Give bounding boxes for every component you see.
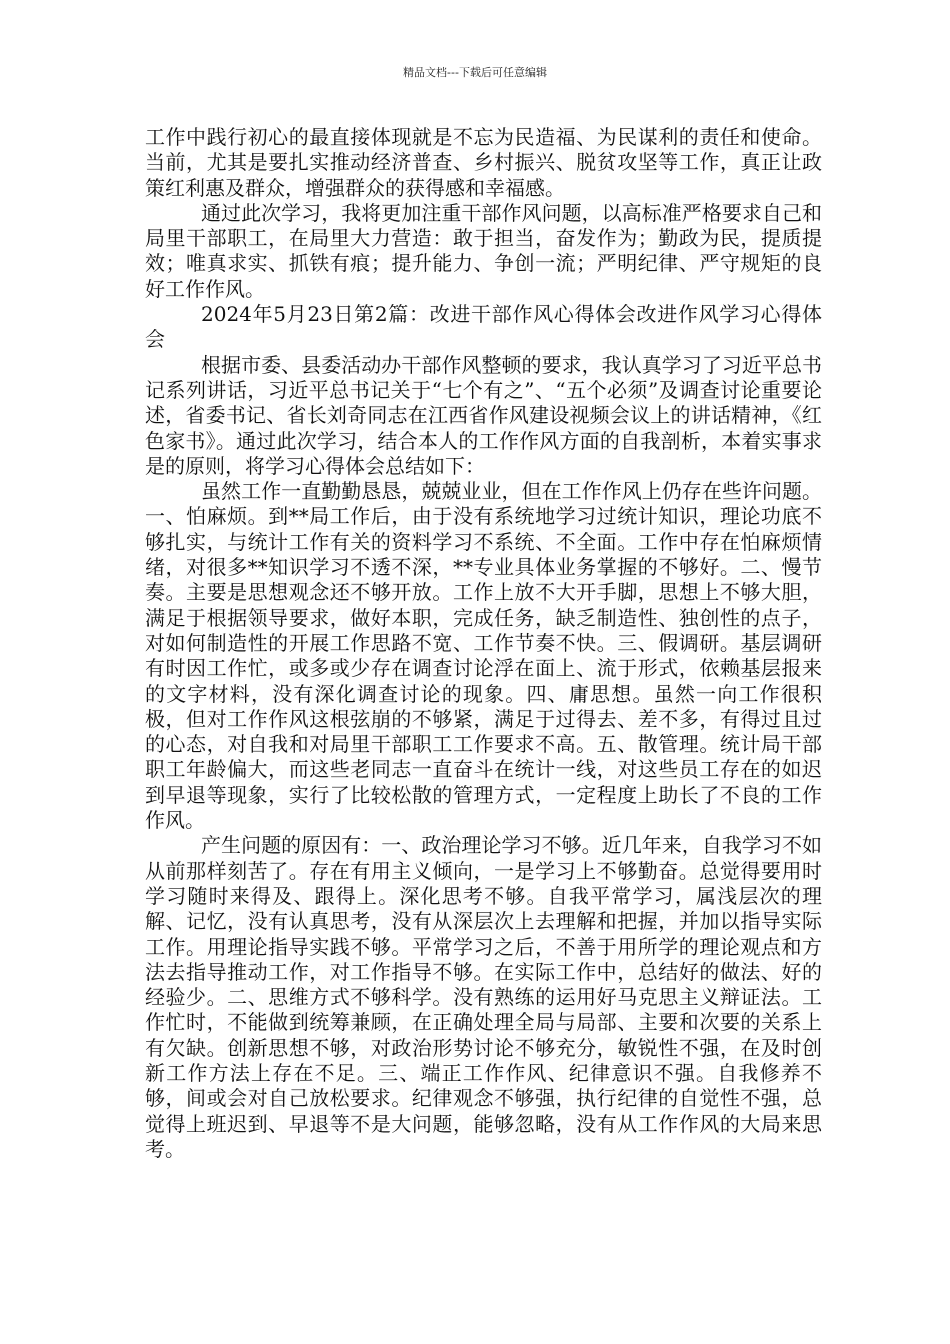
paragraph-problems: 虽然工作一直勤勤恳恳，兢兢业业，但在工作作风上仍存在些许问题。一、怕麻烦。到**局工作后，由于没有系统地学习过统计知识，理论功底不够扎实，与统计工作有关的资料学习不系统、不全面。工作中存在怕麻烦情绪，对很多**知识学习不透不深，**专业具体业务掌握的不够好。二、慢节奏。主要是思想观念还不够开放。工作上放不大开手脚，思想上不够大胆，满足于根据领导要求，做好本职，完成任务，缺乏制造性、独创性的点子，对如何制造性的开展工作思路不宽、工作节奏不快。三、假调研。基层调研有时因工作忙，或多或少存在调查讨论浮在面上、流于形式，依赖基层报来的文字材料，没有深化调查讨论的现象。四、庸思想。虽然一向工作很积极，但对工作作风这根弦崩的不够紧，满足于过得去、差不多，有得过且过的心态，对自我和对局里干部职工工作要求不高。五、散管理。统计局干部职工年龄偏大，而这些老同志一直奋斗在统计一线，对这些员工存在的如迟到早退等现象，实行了比较松散的管理方式，一定程度上助长了不良的工作作风。 [145,479,822,833]
paragraph-continuation: 工作中践行初心的最直接体现就是不忘为民造福、为民谋利的责任和使命。当前，尤其是要扎实推动经济普查、乡村振兴、脱贫攻坚等工作，真正让政策红利惠及群众，增强群众的获得感和幸福感。 [145,125,822,200]
paragraph-causes: 产生问题的原因有：一、政治理论学习不够。近几年来，自我学习不如从前那样刻苦了。存在有用主义倾向，一是学习上不够勤奋。总觉得要用时学习随时来得及、跟得上。深化思考不够。自我平常学习，属浅层次的理解、记忆，没有认真思考，没有从深层次上去理解和把握，并加以指导实际工作。用理论指导实践不够。平常学习之后，不善于用所学的理论观点和方法去指导推动工作，对工作指导不够。在实际工作中，总结好的做法、好的经验少。二、思维方式不够科学。没有熟练的运用好马克思主义辩证法。工作忙时，不能做到统筹兼顾，在正确处理全局与局部、主要和次要的关系上有欠缺。创新思想不够，对政治形势讨论不够充分，敏锐性不强，在及时创新工作方法上存在不足。三、端正工作作风、纪律意识不强。自我修养不够，间或会对自己放松要求。纪律观念不够强，执行纪律的自觉性不强，总觉得上班迟到、早退等不是大问题，能够忽略，没有从工作作风的大局来思考。 [145,833,822,1161]
paragraph-intro: 根据市委、县委活动办干部作风整顿的要求，我认真学习了习近平总书记系列讲话，习近平总书记关于“七个有之”、“五个必须”及调查讨论重要论述，省委书记、省长刘奇同志在江西省作风建设视频会议上的讲话精神，《红色家书》。通过此次学习，结合本人的工作作风方面的自我剖析，本着实事求是的原则，将学习心得体会总结如下： [145,352,822,478]
paragraph-study-commitment: 通过此次学习，我将更加注重干部作风问题，以高标准严格要求自己和局里干部职工，在局里大力营造：敢于担当，奋发作为；勤政为民，提质提效；唯真求实、抓铁有痕；提升能力、争创一流；严明纪律、严守规矩的良好工作作风。 [145,200,822,301]
document-body [145,125,822,1162]
section-title: 2024年5月23日第2篇：改进干部作风心得体会改进作风学习心得体会 [145,302,822,352]
page-header: 精品文档---下载后可任意编辑 [403,66,547,79]
